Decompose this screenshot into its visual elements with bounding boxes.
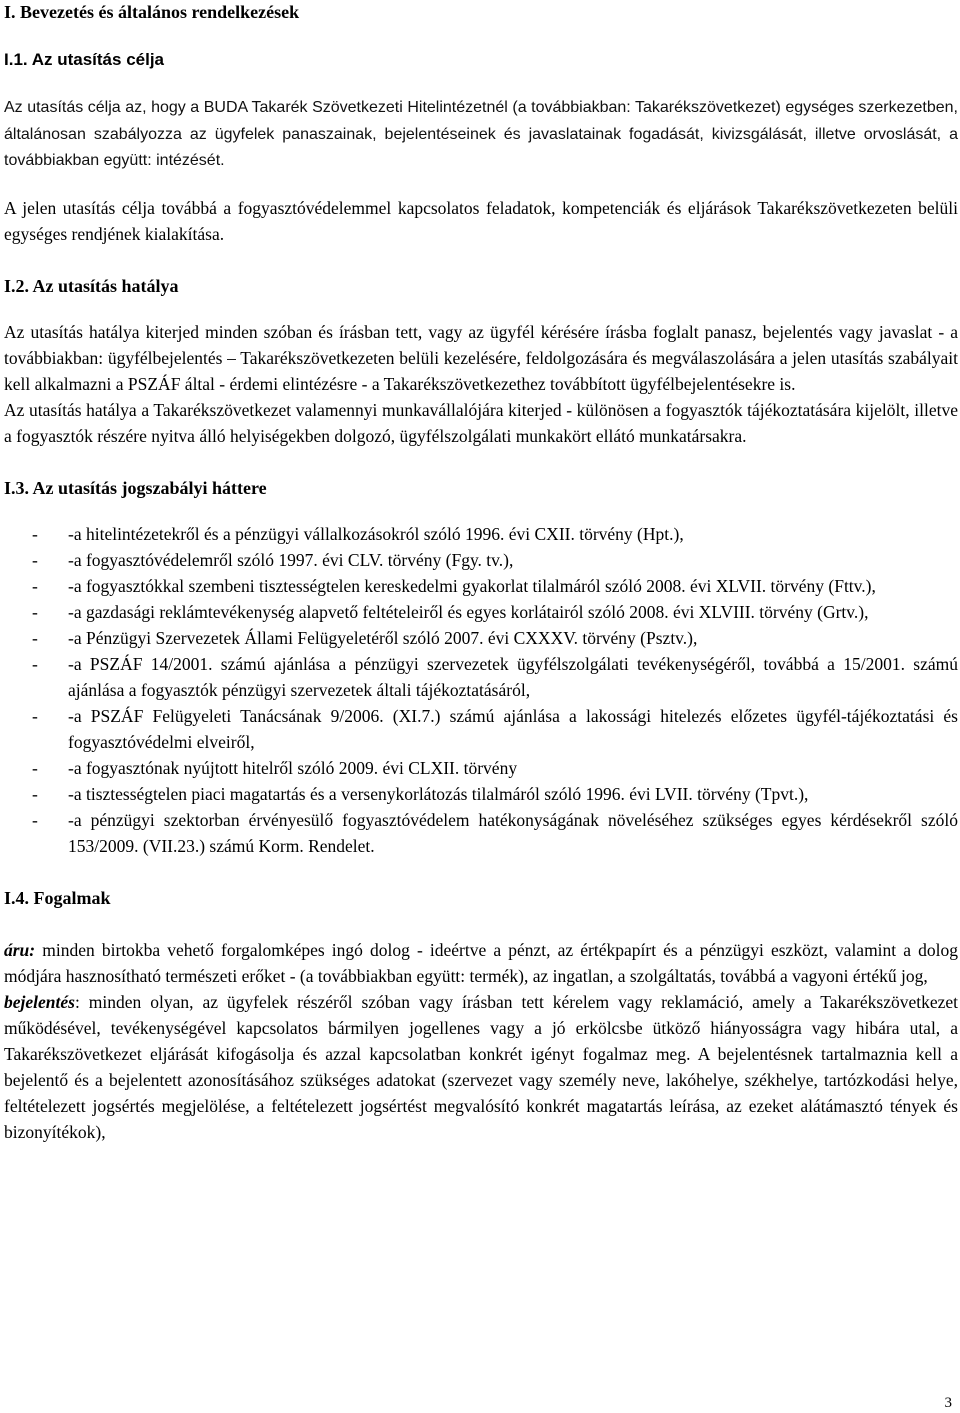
definition-aru: áru: minden birtokba vehető forgalomképes ingó dolog - ideértve a pénzt, az értékpapírt és a pénzügyi eszközt, valamint a dolog módjára hasznosítható természeti erőket - (a továbbiakban együtt: termék), az ingatlan, a szolgáltatás, továbbá a vagyoni értékű jog,	[4, 939, 958, 986]
list-item: - -a Pénzügyi Szervezetek Állami Felügyeletéről szóló 2007. évi CXXXV. törvény (Psztv.),	[32, 627, 698, 648]
list-item: - -a PSZÁF Felügyeleti Tanácsának 9/2006. (XI.7.) számú ajánlása a lakossági hitelezés előzetes ügyfél-tájékoztatási és fogyasztóvédelmi elveiről,	[32, 705, 958, 752]
list-item: - -a hitelintézetekről és a pénzügyi vállalkozásokról szóló 1996. évi CXII. törvény (Hpt.),	[32, 523, 684, 544]
section-2-paragraph-2: Az utasítás hatálya a Takarékszövetkezet valamennyi munkavállalójára kiterjed - különösen a fogyasztók tájékoztatására kijelölt, illetve a fogyasztók részére nyitva álló helyiségekben dolgozó, ügyfélszolgálati munkakört ellátó munkatársakra.	[4, 399, 958, 446]
list-item: - -a tisztességtelen piaci magatartás és a versenykorlátozás tilalmáról szóló 1996. évi LVII. törvény (Tpvt.),	[32, 783, 809, 804]
list-item: - -a gazdasági reklámtevékenység alapvető feltételeiről és egyes korlátairól szóló 2008. évi XLVIII. törvény (Grtv.),	[32, 601, 869, 622]
list-item: - -a fogyasztókkal szembeni tisztességtelen kereskedelmi gyakorlat tilalmáról szóló 2008. évi XLVII. törvény (Fttv.),	[32, 575, 876, 596]
list-item: - -a pénzügyi szektorban érvényesülő fogyasztóvédelem hatékonyságának növeléséhez szükséges egyes kérdésekről szóló 153/2009. (VII.23.) számú Korm. Rendelet.	[32, 809, 958, 856]
list-item: - -a PSZÁF 14/2001. számú ajánlása a pénzügyi szervezetek ügyfélszolgálati tevékenységéről, továbbá a 15/2001. számú ajánlása a fogyasztók pénzügyi szervezetek általi tájékoztatásáról,	[32, 653, 958, 700]
section-1-title: I.1. Az utasítás célja	[4, 50, 164, 69]
page-number: 3	[944, 1395, 952, 1411]
section-1-paragraph-1: Az utasítás célja az, hogy a BUDA Takarék Szövetkezeti Hitelintézetnél (a továbbiakban: Takarékszövetkezet) egységes szerkezetben, általánosan szabályozza az ügyfelek panaszainak, bejelentéseinek és javaslatainak fogadását, kivizsgálását, illetve orvoslását, a továbbiakban együtt: intézését.	[4, 99, 958, 169]
chapter-heading: I. Bevezetés és általános rendelkezések	[4, 2, 300, 22]
legal-background-list	[4, 521, 958, 859]
term-aru: áru:	[4, 939, 36, 960]
definition-bejelentes: bejelentés: minden olyan, az ügyfelek részéről szóban vagy írásban tett kérelem vagy reklamáció, amely a Takarékszövetkezet működésével, tevékenységével kapcsolatos bármilyen jogellenes vagy a jó erkölcsbe ütköző hiányosságra vagy hibára utal, a Takarékszövetkezet eljárását kifogásolja és azzal kapcsolatban konkrét igényt fogalmaz meg. A bejelentésnek tartalmaznia kell a bejelentő és a bejelentett azonosításához szükséges adatokat (szervezet vagy személy neve, lakóhelye, székhelye, tartózkodási helye, feltételezett jogsértés megjelölése, a feltételezett jogsértést megvalósító konkrét magatartás leírása, az ezeket alátámasztó tények és bizonyítékok),	[4, 991, 958, 1142]
document-page	[4, 0, 958, 1145]
section-4-title: I.4. Fogalmak	[4, 887, 111, 908]
section-2-paragraph-1: Az utasítás hatálya kiterjed minden szóban és írásban tett, vagy az ügyfél kérésére írásba foglalt panasz, bejelentés vagy javaslat - a továbbiakban: ügyfélbejelentés – Takarékszövetkezeten belüli kezelésére, feldolgozására és megválaszolására a jelen utasítás szabályait kell alkalmazni a PSZÁF által - érdemi elintézésre - a Takarékszövetkezethez továbbított ügyfélbejelentésekre is.	[4, 321, 958, 394]
term-bejelentes: bejelentés	[4, 991, 75, 1012]
list-item: - -a fogyasztónak nyújtott hitelről szóló 2009. évi CLXII. törvény	[32, 757, 518, 778]
section-3-title: I.3. Az utasítás jogszabályi háttere	[4, 477, 267, 498]
list-item: - -a fogyasztóvédelemről szóló 1997. évi CLV. törvény (Fgy. tv.),	[32, 549, 514, 570]
section-2-title: I.2. Az utasítás hatálya	[4, 275, 179, 296]
section-1-paragraph-2: A jelen utasítás célja továbbá a fogyasztóvédelemmel kapcsolatos feladatok, kompetenciák és eljárások Takarékszövetkezeten belüli egységes rendjének kialakítása.	[4, 197, 958, 244]
